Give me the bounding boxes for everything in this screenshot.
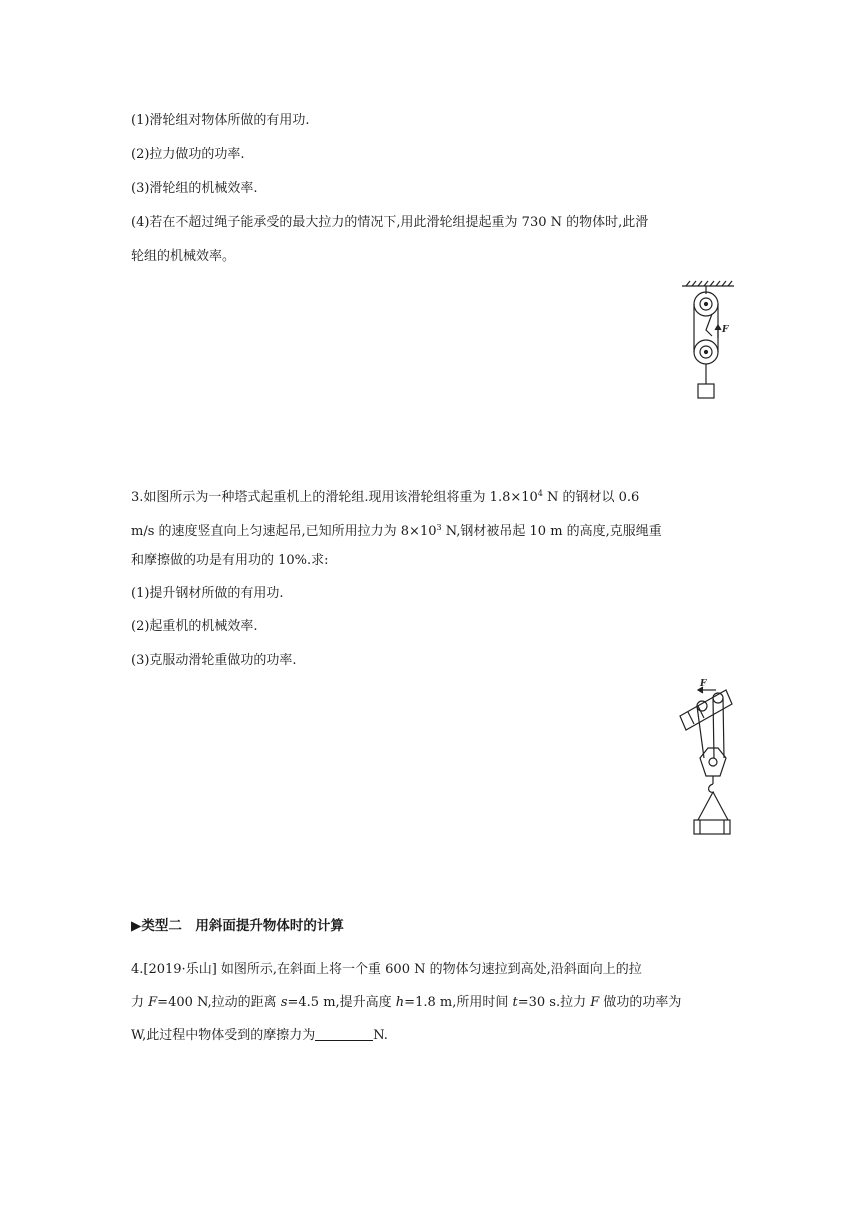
answer-blank[interactable] — [315, 1028, 373, 1041]
q2-sub2: (2)拉力做功的功率. — [131, 147, 245, 162]
q3-line2: m/s 的速度竖直向上匀速起吊,已知所用拉力为 $8\times 10^3$ N,钢材被吊起 10 m 的高度,克服绳重 — [131, 523, 662, 539]
q4-line1: 4.[2019·乐山] 如图所示,在斜面上将一个重 600 N 的物体匀速拉到高处,沿斜面向上的拉 — [131, 962, 642, 977]
q2-sub1: (1)滑轮组对物体所做的有用功. — [131, 113, 310, 128]
crane-pulley-figure — [676, 676, 738, 840]
q4-line2: 力 F=400 N,拉动的距离 s=4.5 m,提升高度 h=1.8 m,所用时间 t=30 s.拉力 F 做功的功率为 — [131, 995, 682, 1010]
q3-sub2: (2)起重机的机械效率. — [131, 619, 258, 634]
q2-sub3: (3)滑轮组的机械效率. — [131, 181, 258, 196]
q3-line3: 和摩擦做的功是有用功的 10%.求: — [131, 553, 329, 568]
q4-line3: W,此过程中物体受到的摩擦力为 N. — [131, 1028, 388, 1043]
q3-sub1: (1)提升钢材所做的有用功. — [131, 586, 284, 601]
hook — [709, 784, 714, 792]
q3-line1: 3.如图所示为一种塔式起重机上的滑轮组.现用该滑轮组将重为 $1.8\times 10^4$ N 的钢材以 0.6 — [131, 489, 640, 505]
load-box — [698, 384, 714, 398]
hook-block — [700, 748, 726, 776]
section-heading-type2: ▶类型二 用斜面提升物体时的计算 — [131, 918, 344, 934]
force-label: F — [700, 679, 707, 689]
q2-sub4-line2: 轮组的机械效率。 — [131, 249, 236, 264]
q3-sub3: (3)克服动滑轮重做功的功率. — [131, 653, 297, 668]
crane-arm — [680, 690, 732, 730]
q2-sub4-line1: (4)若在不超过绳子能承受的最大拉力的情况下,用此滑轮组提起重为 730 N 的物体时,此滑 — [131, 215, 649, 230]
force-label: F — [722, 325, 729, 335]
pulley-system-figure — [676, 280, 740, 404]
